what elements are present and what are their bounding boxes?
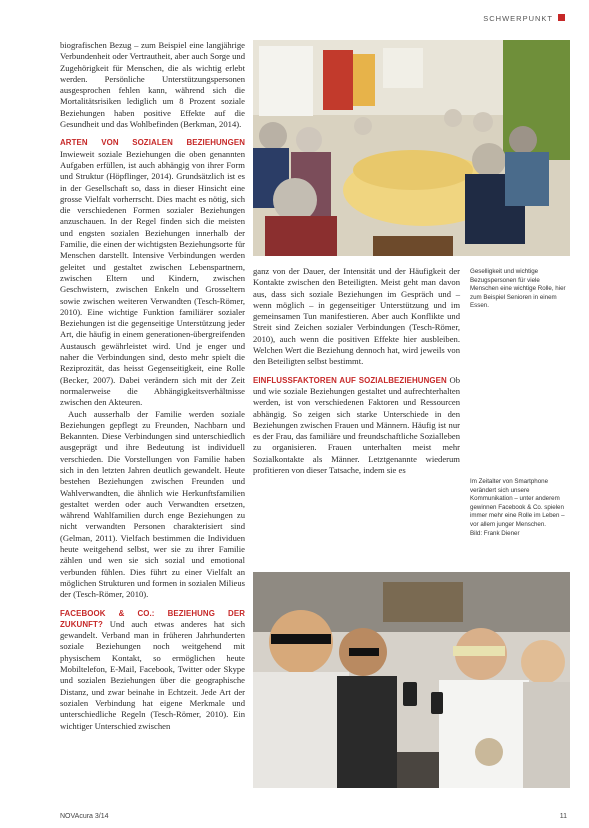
- section-influence-paragraph: [253, 375, 460, 477]
- intro-paragraph: biografischen Bezug – zum Beispiel eine langjährige Verbundenheit oder Vertrautheit, aber auch Sorge und Zugehörigkeit für Menschen, die als wichtig erlebt werden. Persönliche Unterstützungspersonen ausgesprochen fehlen kann, während sich die Mortalitätsrisiken lediglich um 8 Prozent soziale Beziehungen haben positive Effekte auf die Gesundheit und das Wohlbefinden (Berkman, 2014).: [60, 40, 245, 130]
- footer-page-number: 11: [559, 813, 567, 820]
- photo2-credit: Bild: Frank Diener: [470, 529, 520, 537]
- seniors-dining-photo: [253, 40, 570, 256]
- continued-paragraph: ganz von der Dauer, der Intensität und der Häufigkeit der Kontakte zwischen den Beteiligten. Meist geht man davon aus, dass sich soziale Beziehungen im Gespräch und – wenn möglich – in gegenseitiger Unterstützung und im gemeinsamen Tun manifestieren. Aber auch Konflikte und Streit sind Zeichen sozialer Verbindungen (Tesch-Römer, 2010), auch wenn die positiven Effekte hier ausbleiben. Welchen Wert die Beziehung dennoch hat, wird jeweils von den Beteiligten selbst bestimmt.: [253, 266, 460, 367]
- column-middle: [253, 266, 460, 476]
- section-influence-text: Ob und wie soziale Beziehungen gestaltet und aufrechterhalten werden, ist von verschiedenen Faktoren und Ressourcen abhängig. So zeigen sich starke Unterschiede in den Beziehungen zwischen Frauen und Männern. Häufig ist nur es der Frau, das familiäre und freundschaftliche Sozialleben zu organisieren. Frauen unterhalten meist mehr Sozialkontakte als Männer. Letztgenannte wiederum profitieren von dieser Tatsache, indem sie es: [253, 374, 460, 476]
- section-facebook-paragraph: [60, 608, 245, 732]
- section-types-paragraph: [60, 137, 245, 408]
- footer-publication: NOVAcura 3/14: [60, 813, 109, 820]
- photo1-caption: Geselligkeit und wichtige Bezugspersonen für viele Menschen eine wichtige Rolle, hier zum Beispiel Senioren in einem Essen.: [470, 268, 566, 310]
- header-section-label: SCHWERPUNKT: [483, 14, 553, 23]
- photo2-caption-block: [470, 478, 570, 538]
- photo2-caption: Im Zeitalter von Smartphone verändert sich unsere Kommunikation – unter anderem gewinnen Facebook & Co. spielen immer mehr eine Rolle im Leben – vor allem junger Menschen.: [470, 478, 565, 528]
- youth-smartphones-illustration: [253, 572, 570, 788]
- section-facebook-text: Und auch etwas anderes hat sich gewandelt. Verband man in früheren Jahrhunderten soziale Beziehungen noch weitgehend mit physischem Kontakt, so ermöglichen heute Mobiltelefon, E-Mail, Facebook, Twitter oder Skype und sozialen Beziehungen über die geographische Distanz, und zwar beinahe in Echtzeit. Jede Art der sozialen Verbindung hat eigene Merkmale und unterschiedliche Regeln (Tesch-Römer, 2010). Ein wichtiger Unterschied zwischen: [60, 618, 245, 731]
- youth-smartphones-photo: [253, 572, 570, 788]
- header-marker: [558, 14, 565, 21]
- section-heading-types: ARTEN VON SOZIALEN BEZIEHUNGEN: [60, 138, 245, 148]
- section-types-text: Inwieweit soziale Beziehungen die oben genannten Aufgaben erfüllen, ist auch abhängig von ihrer Form und Struktur (Höpflinger, 2014). Grundsätzlich ist es in der Gesellschaft so, dass in dieser Hinsicht eine grosse Vielfalt vorherrscht. Dies macht es nötig, sich die verschiedenen Formen sozialer Beziehungen anzuschauen. In der Regel finden sich die meisten und engsten sozialen Beziehungen innerhalb der Familie, die einen der wichtigsten Beziehungsorte für Menschen darstellt. Intensive Verbindungen werden geleitet und gestaltet zwischen Lebenspartnern, zwischen Eltern und Kindern, zwischen Geschwistern, zwischen Enkeln und Grosseltern sowie zwischen weiteren Verwandten (Tesch-Römer, 2010). Eine wichtige Funktion familiärer sozialer Beziehungen ist die gegenseitige Unterstützung jeder Art, die häufig in einem generationen-übergreifenden Austausch gewährleistet wird. Und je enger und naher die Verbindungen sind, desto mehr spielt die Reziprozität, das heisst Gegenseitigkeit, eine Rolle (Becker, 2007). Dabei verändern sich mit der Zeit normalerweise die Abhängigkeitsverhältnisse zwischen den Akteuren.: [60, 148, 245, 408]
- section-types-paragraph-2: Auch ausserhalb der Familie werden soziale Beziehungen gepflegt zu Freunden, Nachbarn und Bekannten. Diese Verbindungen sind unterschiedlich ausgeprägt und ihre Bedeutung ist individuell verschieden. Die Vorstellungen von Familie haben sich in den letzten Jahren deutlich gewandelt. Heute bestehen Beziehungen zwischen Freunden und Wahlverwandten, die ähnlich wie Herkunftsfamilien gestaltet werden oder auch Verwandten ersetzen, während Wahlfamilien durch enge Beziehungen zu nicht verwandten Personen charakterisiert sind (Gelman, 2011). Vielfach bestimmen die Individuen heute weitgehend selbst, wer sie zu ihrer Familie zählen und wen sie sich sozial und emotional verbunden fühlen. Dies führt zu einer Vielfalt an möglichen Strukturen und formen in sozialen Milieus der (Tesch-Römer, 2010).: [60, 408, 245, 600]
- section-heading-facebook: FACEBOOK & CO.: BEZIEHUNG DER ZUKUNFT?: [60, 608, 245, 629]
- column-left: [60, 40, 245, 732]
- section-heading-influence: EINFLUSSFAKTOREN AUF SOZIALBEZIEHUNGEN: [253, 375, 447, 385]
- seniors-dining-illustration: [253, 40, 570, 256]
